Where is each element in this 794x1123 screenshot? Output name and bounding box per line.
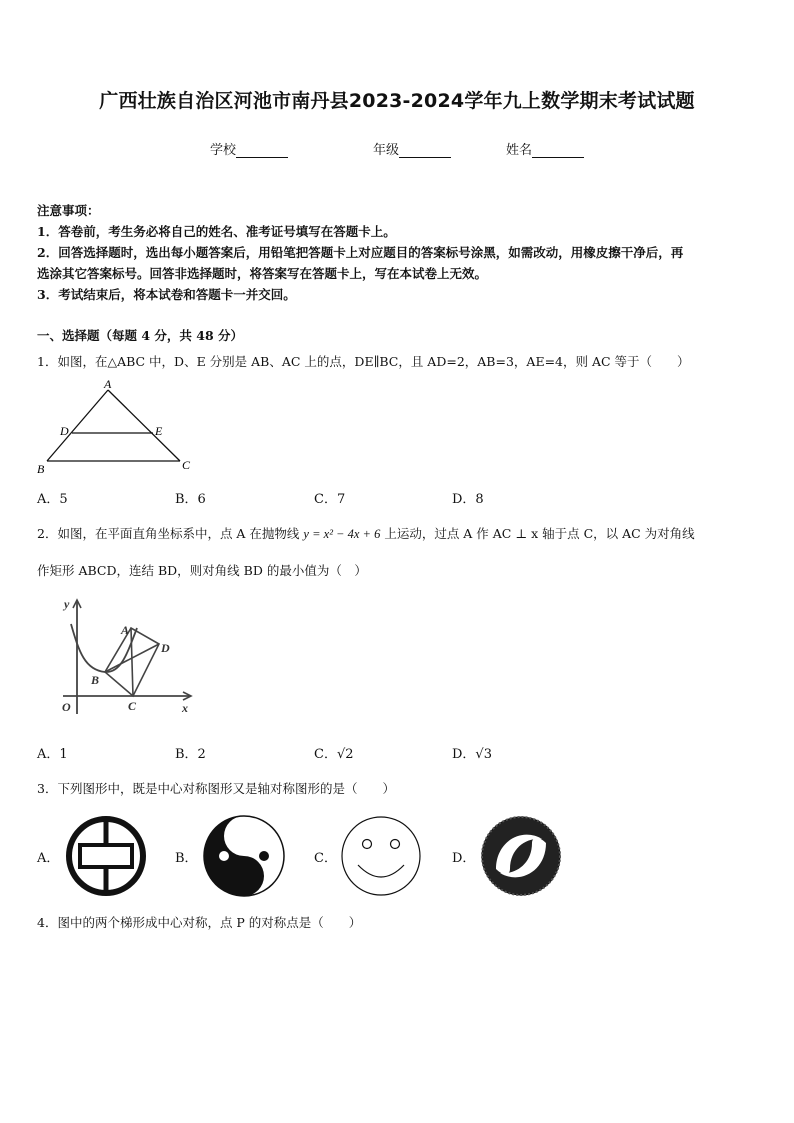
q1-option-c: C．7 bbox=[314, 492, 346, 507]
q2-label-a: A bbox=[121, 623, 130, 637]
q1-text: 1．如图，在△ABC 中，D、E 分别是 AB、AC 上的点，DE∥BC，且 AD=2，AB=3，AE=4，则 AC 等于（ ） bbox=[37, 354, 690, 369]
name-label: 姓名 bbox=[506, 143, 533, 158]
q3-option-c-label: C． bbox=[314, 851, 337, 866]
q2-option-c: C．√2 bbox=[314, 747, 354, 762]
name-blank bbox=[532, 144, 584, 158]
q2-label-o: O bbox=[62, 700, 71, 714]
q3-c-smile bbox=[358, 865, 404, 877]
q3-figure-a bbox=[63, 813, 149, 899]
q1-option-a: A．5 bbox=[37, 492, 68, 507]
q3-b-white-dot-2 bbox=[219, 851, 229, 861]
q1-label-e: E bbox=[155, 424, 163, 438]
q2-line-1 bbox=[37, 523, 695, 545]
q3-option-d-label: D． bbox=[452, 851, 476, 866]
q2-line-1a: 2．如图，在平面直角坐标系中，点 A 在抛物线 bbox=[37, 526, 304, 541]
section-heading: 一、选择题（每题 4 分，共 48 分） bbox=[37, 328, 244, 343]
notes-heading: 注意事项： bbox=[37, 203, 100, 218]
school-label: 学校 bbox=[210, 143, 237, 158]
q3-c-right-eye bbox=[391, 840, 400, 849]
q2-line-1b: 上运动，过点 A 作 AC ⊥ x 轴于点 C，以 AC 为对角线 bbox=[380, 526, 695, 541]
q3-figure-b bbox=[201, 813, 287, 899]
q3-text: 3．下列图形中，既是中心对称图形又是轴对称图形的是（ ） bbox=[37, 781, 395, 796]
school-blank bbox=[236, 144, 288, 158]
note-item-3: 3．考试结束后，将本试卷和答题卡一并交回。 bbox=[37, 287, 296, 302]
q2-coordinate-figure bbox=[55, 594, 200, 724]
q2-option-d: D．√3 bbox=[452, 747, 492, 762]
q4-text: 4．图中的两个梯形成中心对称，点 P 的对称点是（ ） bbox=[37, 915, 362, 930]
grade-blank bbox=[399, 144, 451, 158]
q2-label-c: C bbox=[128, 699, 137, 713]
q3-a-center-rect bbox=[80, 845, 132, 867]
q3-option-a-label: A． bbox=[37, 851, 60, 866]
q1-side-ab bbox=[47, 390, 108, 461]
note-item-2-cont: 选涂其它答案标号。回答非选择题时，将答案写在答题卡上，写在本试卷上无效。 bbox=[37, 266, 488, 281]
q2-line-2: 作矩形 ABCD，连结 BD，则对角线 BD 的最小值为（ ） bbox=[37, 563, 367, 578]
q2-label-b: B bbox=[91, 673, 100, 687]
q2-label-d: D bbox=[161, 641, 170, 655]
q1-label-d: D bbox=[60, 424, 69, 438]
q3-b-white-dot bbox=[239, 831, 249, 841]
q1-label-c: C bbox=[182, 458, 191, 472]
q3-c-left-eye bbox=[363, 840, 372, 849]
q3-figure-c bbox=[338, 813, 424, 899]
q2-label-x: x bbox=[182, 701, 188, 715]
grade-field bbox=[373, 139, 451, 158]
q1-option-d: D．8 bbox=[452, 492, 484, 507]
q3-option-b-label: B． bbox=[175, 851, 198, 866]
q1-triangle-figure bbox=[30, 376, 200, 476]
note-item-1: 1．答卷前，考生务必将自己的姓名、准考证号填写在答题卡上。 bbox=[37, 224, 396, 239]
q2-formula: y = x² − 4x + 6 bbox=[303, 527, 381, 541]
page-title: 广西壮族自治区河池市南丹县2023-2024学年九上数学期末考试试题 bbox=[99, 90, 695, 112]
grade-label: 年级 bbox=[373, 143, 400, 158]
q3-b-black-dot bbox=[259, 851, 269, 861]
note-item-2: 2．回答选择题时，选出每小题答案后，用铅笔把答题卡上对应题目的答案标号涂黑，如需改动，用橡皮擦干净后，再 bbox=[37, 245, 684, 260]
q2-option-a: A．1 bbox=[37, 747, 68, 762]
q3-c-face bbox=[342, 817, 420, 895]
school-field bbox=[210, 139, 288, 158]
q2-label-y: y bbox=[64, 597, 70, 611]
q1-side-ac bbox=[108, 390, 180, 461]
name-field bbox=[506, 139, 584, 158]
q3-figure-d bbox=[478, 813, 564, 899]
q1-label-a: A bbox=[104, 377, 112, 391]
q2-option-b: B．2 bbox=[175, 747, 206, 762]
q1-option-b: B．6 bbox=[175, 492, 206, 507]
q1-label-b: B bbox=[37, 462, 45, 476]
